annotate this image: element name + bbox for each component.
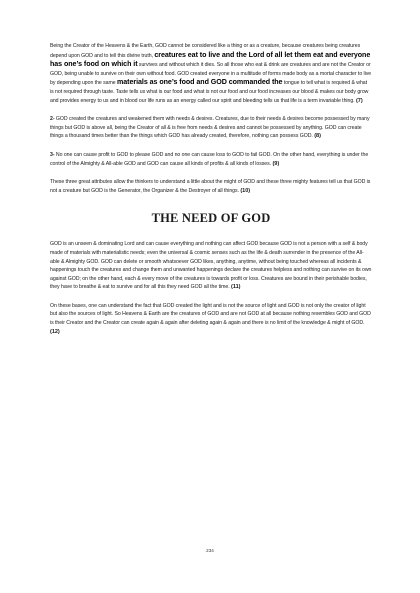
page-content — [50, 42, 372, 340]
paragraph-2-text: GOD created the creatures and weakened them with needs & desires. Creatures, due to their needs & desires become possessed by many things but GOD is above all, being the Creator of all & is free from needs & desires and cannot be possessed by anything. GOD can create things a thousand times better than the things which GOD has already created, therefore, nothing can possess GOD. — [50, 116, 370, 140]
paragraph-2-lead: 2- — [50, 116, 55, 123]
paragraph-5-text: GOD is an unseen & dominating Lord and can cause everything and nothing can affect GOD because GOD is not a person with a self & body made of materials with materialistic needs; even the universal & cosmic senses such as the life & death surrender in the presence of the All-able & Almighty GOD. GOD can delete or smooth whatsoever GOD likes, anything, anytime, without being touched whereas all incidents & happenings touch the creatures and change them and unwanted happenings declare the creatures helpless and nothing can survive on its own against GOD; on the other hand, each & every move of the creatures is towards profit or loss. Creatures are bound in their perishable bodies, they have to breathe & eat to survive and for all this they need GOD all the time. — [50, 241, 372, 291]
paragraph-3-number: (9) — [272, 160, 280, 167]
section-heading: THE NEED OF GOD — [151, 211, 271, 226]
paragraph-4-number: (10) — [240, 187, 251, 194]
paragraph-1-text-a: Being the Creator of the Heavens & the Earth, GOD cannot be considered like a thing or as a creature, because creatures being creatures depend upon GOD and to tell this divine truth, — [50, 43, 361, 59]
paragraph-4-text: These three great attributes allow the thinkers to understand a little about the might of GOD and these three mighty features tell us that GOD is not a creature but GOD is the Generator, the Organizer & the Destroyer of all things. — [50, 179, 371, 194]
paragraph-1-emphasis-d: materials as one’s food and GOD commanded the — [117, 78, 283, 87]
paragraph-2 — [50, 115, 372, 141]
paragraph-1 — [50, 42, 372, 105]
paragraph-6 — [50, 302, 372, 336]
paragraph-6-text: On these bases, one can understand the fact that GOD created the light and is not the source of light and GOD is not only the creator of light but also the sources of light. So Heavens & Earth are the creatures of GOD and are not GOD at all because nothing resembles GOD and GOD is their Creator and the Creator can create again & again after deleting again & again and there is no limit of the knowledge & might of GOD. — [50, 302, 371, 327]
page-number: 234 — [206, 548, 214, 553]
paragraph-6-number: (12) — [50, 328, 60, 335]
paragraph-1-number: (7) — [355, 97, 363, 104]
paragraph-1-text-e: tongue to tell what is required & what is not required through taste. Taste tells us what is our food and what is not our food and our food increases our blood & makes our body grow and provides energy to us and in blood our life runs as an energy called our spirit and bleeding tells us that life is a term invariable thing. — [50, 80, 369, 104]
paragraph-1-emphasis-b: creatures eat to live and the Lord of all let them eat and everyone has one’s food on which it — [50, 50, 371, 69]
paragraph-1-text-c: survives and without which it dies. So all those who eat & drink are creatures and are not the Creator or GOD, being unable to survive on their own without food. GOD created everyone in a multitude of forms made body as a mortal character to live by depending upon the same — [50, 62, 372, 87]
paragraph-3-lead: 3- — [50, 151, 55, 158]
paragraph-3 — [50, 151, 372, 168]
paragraph-2-number: (8) — [314, 133, 321, 140]
paragraph-5-number: (11) — [231, 284, 241, 291]
paragraph-5 — [50, 240, 372, 292]
paragraph-4 — [50, 178, 372, 195]
paragraph-3-text: No one can cause profit to GOD to please GOD and no one can cause loss to GOD to fail GOD. On the other hand, everything is under the control of the Almighty & All-able GOD and GOD can cause all kinds of profits & all kinds of losses. — [50, 151, 369, 167]
